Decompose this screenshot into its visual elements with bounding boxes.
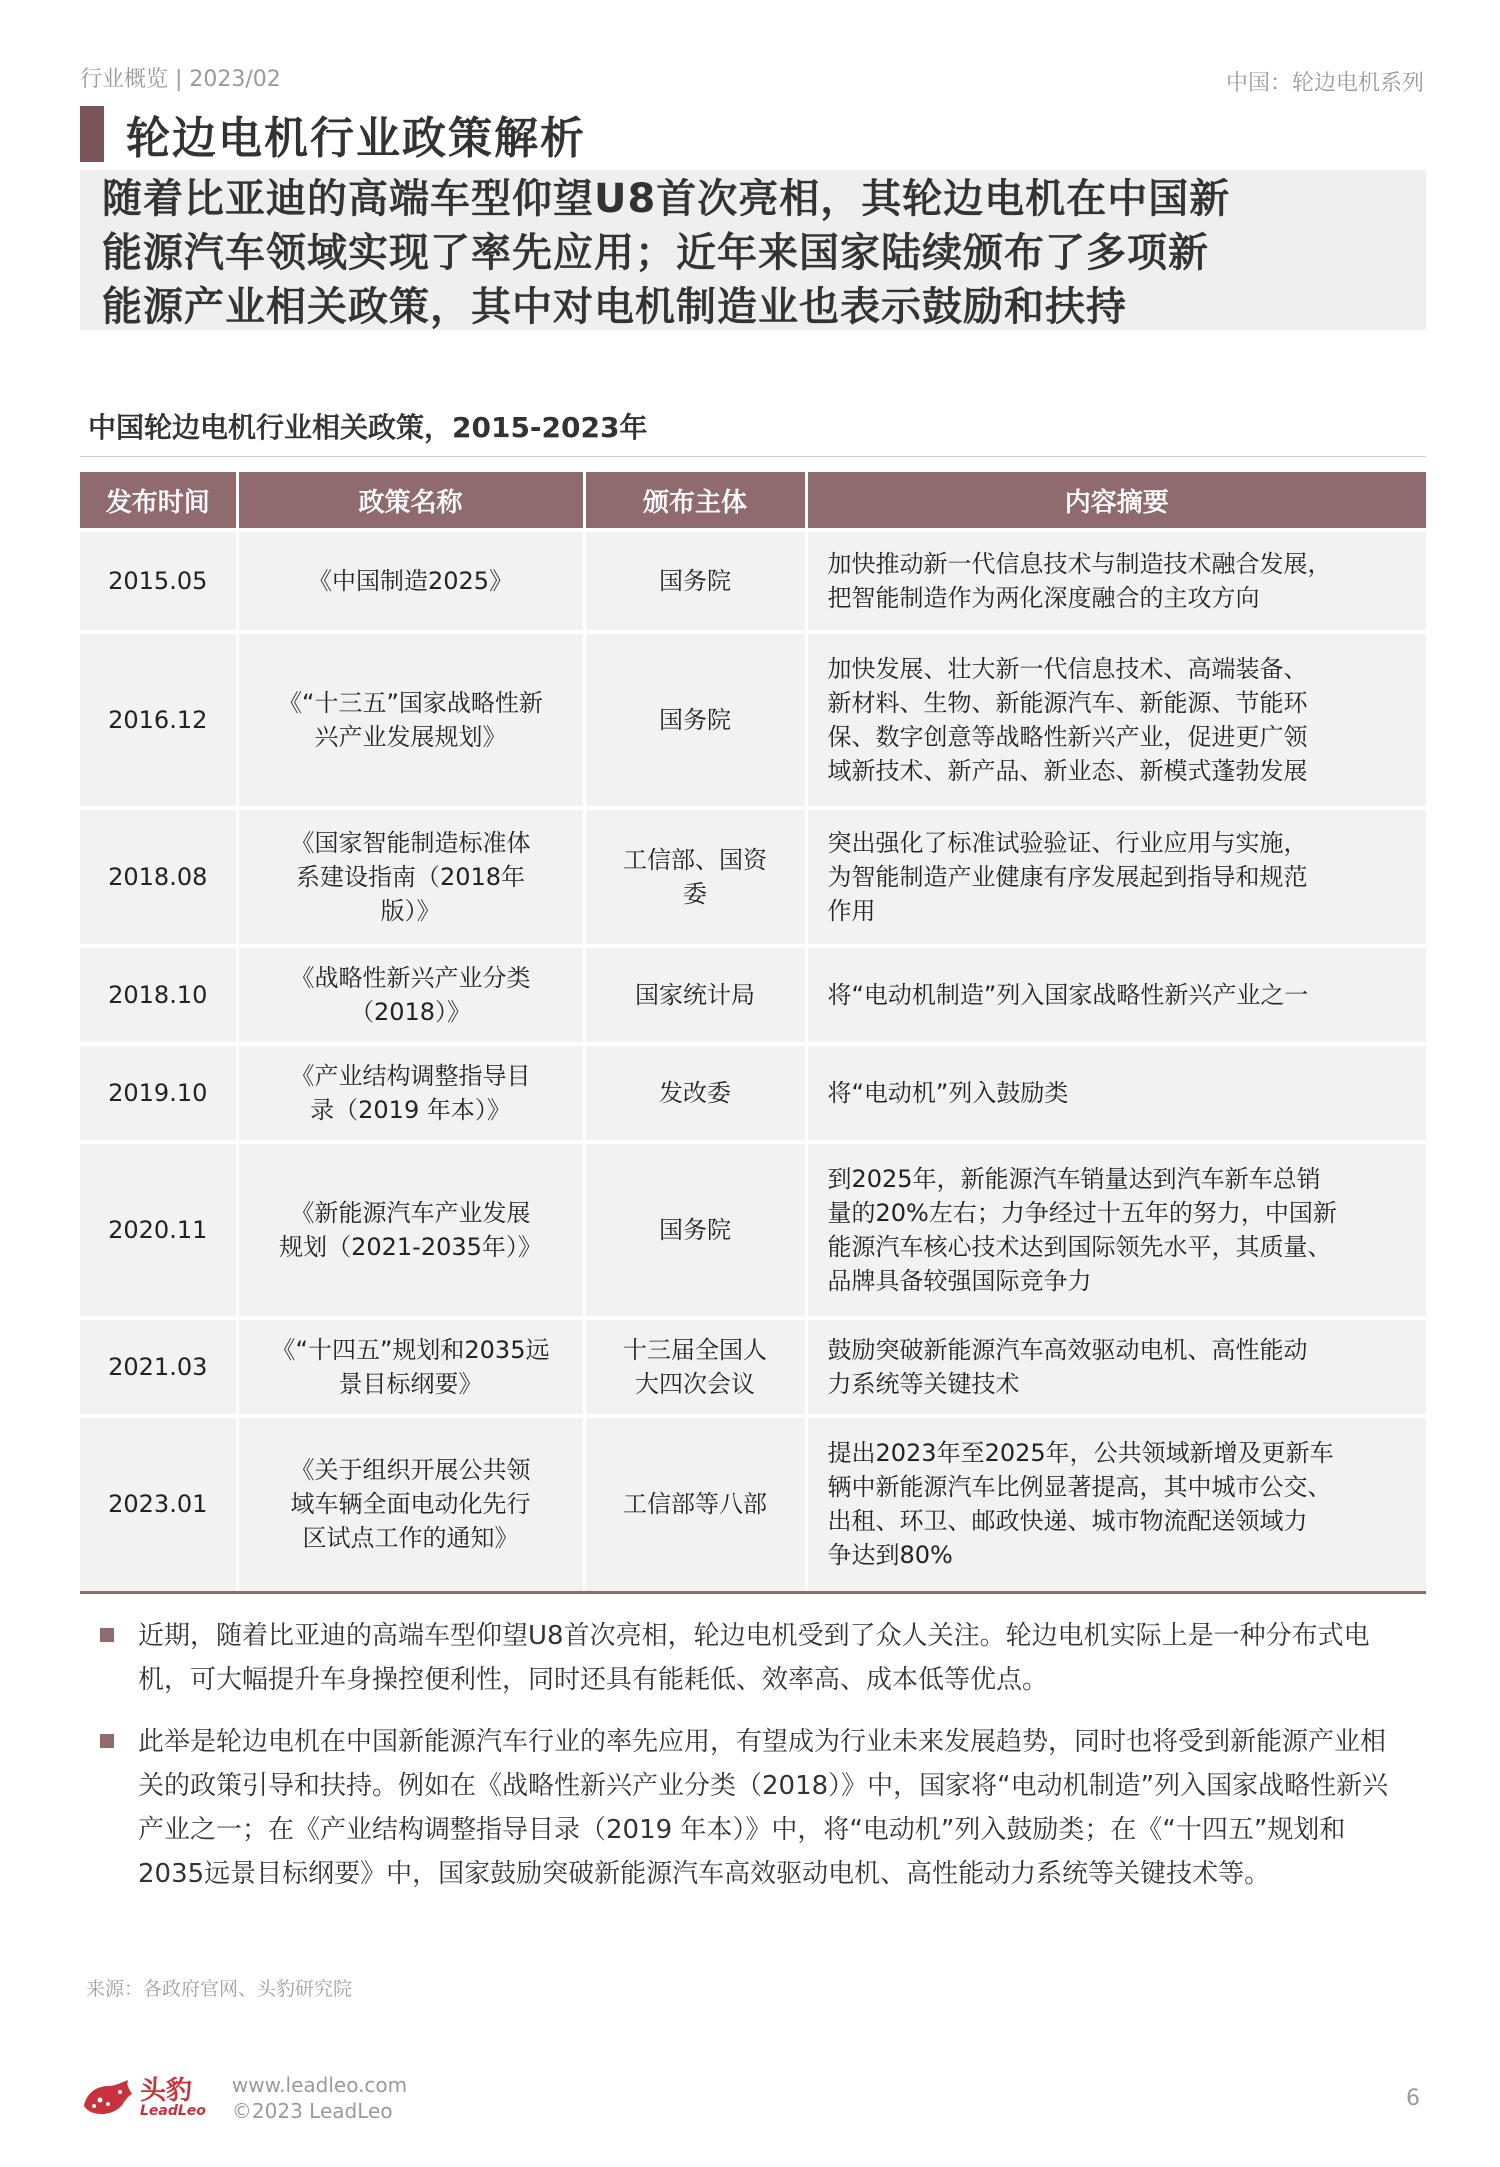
leopard-logo-icon (80, 2076, 134, 2120)
issuer-line: 国务院 (659, 706, 731, 734)
header-series-name: 中国：轮边电机系列 (1225, 71, 1424, 96)
table-row (80, 1416, 1426, 1592)
row-date: 2021.03 (80, 1318, 237, 1416)
policy-table (80, 472, 1426, 1594)
summary-line: 出租、环卫、邮政快递、城市物流配送领域力 (827, 1507, 1308, 1536)
row-summary (806, 1142, 1426, 1318)
name-line: 《关于组织开展公共领 (290, 1456, 531, 1485)
row-summary (806, 530, 1426, 632)
summary-line: 新材料、生物、新能源汽车、新能源、节能环 (827, 689, 1308, 717)
summary-line: 为智能制造产业健康有序发展起到指导和规范 (827, 863, 1308, 891)
name-line: 《新能源汽车产业发展 (290, 1199, 531, 1227)
header-summary: 内容摘要 (806, 472, 1426, 530)
name-line: 版）》 (380, 897, 441, 925)
summary-line: 把智能制造作为两化深度融合的主攻方向 (827, 584, 1260, 612)
row-issuer (584, 530, 806, 632)
table-header-row (80, 472, 1426, 530)
table-row (80, 1142, 1426, 1318)
row-issuer (584, 1142, 806, 1318)
row-issuer (584, 808, 806, 946)
row-summary (806, 1318, 1426, 1416)
name-line: 区试点工作的通知》 (302, 1524, 519, 1553)
row-summary (806, 1044, 1426, 1142)
footer-website-link[interactable]: www.leadleo.com (231, 2073, 408, 2097)
name-line: 兴产业发展规划》 (314, 723, 507, 751)
bullet-item (100, 1720, 1410, 1896)
name-line: 系建设指南（2018年 (295, 863, 526, 891)
row-date: 2018.10 (80, 946, 237, 1044)
name-line: 《“十三五”国家战略性新 (278, 689, 543, 717)
issuer-line: 十三届全国人 (623, 1336, 767, 1364)
row-policy-name (237, 808, 584, 946)
name-line: 《中国制造2025》 (307, 567, 514, 595)
row-policy-name (237, 1142, 584, 1318)
table-row (80, 808, 1426, 946)
summary-line: 将“电动机”列入鼓励类 (827, 1079, 1069, 1107)
issuer-line: 工信部等八部 (623, 1490, 767, 1519)
summary-line: 辆中新能源汽车比例显著提高，其中城市公交、 (827, 1473, 1332, 1502)
name-line: 《“十四五”规划和2035远 (271, 1336, 550, 1364)
lead-line: 能源汽车领域实现了率先应用；近年来国家陆续颁布了多项新 (102, 230, 1209, 276)
summary-line: 加快推动新一代信息技术与制造技术融合发展， (827, 550, 1332, 578)
row-date: 2016.12 (80, 632, 237, 808)
row-summary (806, 808, 1426, 946)
name-line: 规划（2021-2035年）》 (279, 1233, 542, 1261)
summary-line: 到2025年，新能源汽车销量达到汽车新车总销 (827, 1165, 1321, 1193)
issuer-line: 工信部、国资 (623, 846, 767, 874)
header-section-date: 行业概览 | 2023/02 (80, 67, 281, 92)
issuer-line: 国务院 (659, 1216, 731, 1244)
logo-chinese-name: 头豹 (140, 2076, 193, 2106)
name-line: （2018）》 (349, 998, 472, 1026)
row-date: 2015.05 (80, 530, 237, 632)
bullet-square-icon (100, 1628, 114, 1642)
summary-line: 将“电动机制造”列入国家战略性新兴产业之一 (827, 981, 1309, 1009)
table-title-divider (80, 456, 1426, 457)
issuer-line: 大四次会议 (635, 1370, 755, 1398)
summary-line: 作用 (827, 897, 876, 925)
name-line: 《产业结构调整指导目 (290, 1062, 531, 1090)
row-summary (806, 1416, 1426, 1592)
table-row (80, 530, 1426, 632)
row-issuer (584, 1044, 806, 1142)
title-accent-bar (80, 106, 104, 162)
header-policy-name: 政策名称 (237, 472, 584, 530)
summary-line: 鼓励突破新能源汽车高效驱动电机、高性能动 (827, 1336, 1308, 1364)
lead-line: 随着比亚迪的高端车型仰望U8首次亮相，其轮边电机在中国新 (102, 176, 1231, 222)
brand-logo (140, 2078, 206, 2118)
name-line: 域车辆全面电动化先行 (290, 1490, 531, 1519)
row-date: 2020.11 (80, 1142, 237, 1318)
table-row (80, 946, 1426, 1044)
summary-line: 能源汽车核心技术达到国际领先水平，其质量、 (827, 1233, 1332, 1261)
row-summary (806, 632, 1426, 808)
summary-line: 争达到80% (827, 1541, 953, 1570)
name-line: 《国家智能制造标准体 (290, 829, 531, 857)
row-issuer (584, 1416, 806, 1592)
summary-line: 力系统等关键技术 (827, 1370, 1020, 1398)
row-policy-name (237, 946, 584, 1044)
row-policy-name (237, 1416, 584, 1592)
lead-summary-box (80, 170, 1426, 330)
page-number: 6 (1406, 2086, 1420, 2111)
header-issuer: 颁布主体 (584, 472, 806, 530)
summary-line: 量的20%左右；力争经过十五年的努力，中国新 (827, 1199, 1337, 1227)
analysis-bullets (100, 1614, 1410, 1914)
summary-line: 加快发展、壮大新一代信息技术、高端装备、 (827, 655, 1308, 683)
footer (80, 2072, 407, 2124)
summary-line: 域新技术、新产品、新业态、新模式蓬勃发展 (827, 757, 1308, 785)
name-line: 录（2019 年本）》 (310, 1096, 511, 1124)
bullet-text: 近期，随着比亚迪的高端车型仰望U8首次亮相，轮边电机受到了众人关注。轮边电机实际上是一种分布式电机，可大幅提升车身操控便利性，同时还具有能耗低、效率高、成本低等优点。 (138, 1621, 1370, 1695)
row-date: 2019.10 (80, 1044, 237, 1142)
row-policy-name (237, 1318, 584, 1416)
row-issuer (584, 946, 806, 1044)
lead-line: 能源产业相关政策，其中对电机制造业也表示鼓励和扶持 (102, 284, 1127, 330)
row-summary (806, 946, 1426, 1044)
bullet-item (100, 1614, 1410, 1702)
table-row (80, 1318, 1426, 1416)
footer-copyright: ©2023 LeadLeo (231, 2099, 393, 2123)
summary-line: 品牌具备较强国际竞争力 (827, 1267, 1092, 1295)
source-note: 来源：各政府官网、头豹研究院 (86, 1978, 353, 2000)
table-row (80, 1044, 1426, 1142)
table-row (80, 632, 1426, 808)
row-date: 2023.01 (80, 1416, 237, 1592)
logo-english-name: LeadLeo (140, 2103, 206, 2119)
summary-line: 突出强化了标准试验验证、行业应用与实施， (827, 829, 1308, 857)
row-issuer (584, 1318, 806, 1416)
issuer-line: 发改委 (659, 1079, 731, 1107)
row-date: 2018.08 (80, 808, 237, 946)
header-date: 发布时间 (80, 472, 237, 530)
summary-line: 提出2023年至2025年，公共领域新增及更新车 (827, 1439, 1334, 1468)
bullet-text: 此举是轮边电机在中国新能源汽车行业的率先应用，有望成为行业未来发展趋势，同时也将受到新能源产业相关的政策引导和扶持。例如在《战略性新兴产业分类（2018）》中，国家将“电动机制造”列入国家战略性新兴产业之一；在《产业结构调整指导目录（2019 年本）》中，将“电动机”列入鼓励类；在《“十四五”规划和2035远景目标纲要》中，国家鼓励突破新能源汽车高效驱动电机、高性能动力系统等关键技术等。 (138, 1727, 1389, 1889)
table-title: 中国轮边电机行业相关政策，2015-2023年 (88, 411, 648, 444)
row-policy-name (237, 632, 584, 808)
page-title-block (80, 106, 586, 162)
issuer-line: 国家统计局 (635, 981, 755, 1009)
footer-info (232, 2072, 407, 2124)
name-line: 《战略性新兴产业分类 (290, 964, 531, 992)
row-issuer (584, 632, 806, 808)
row-policy-name (237, 530, 584, 632)
issuer-line: 委 (683, 880, 707, 908)
name-line: 景目标纲要》 (338, 1370, 483, 1398)
issuer-line: 国务院 (659, 567, 731, 595)
bullet-square-icon (100, 1734, 114, 1748)
page-title: 轮边电机行业政策解析 (126, 113, 586, 164)
row-policy-name (237, 1044, 584, 1142)
summary-line: 保、数字创意等战略性新兴产业，促进更广领 (827, 723, 1308, 751)
